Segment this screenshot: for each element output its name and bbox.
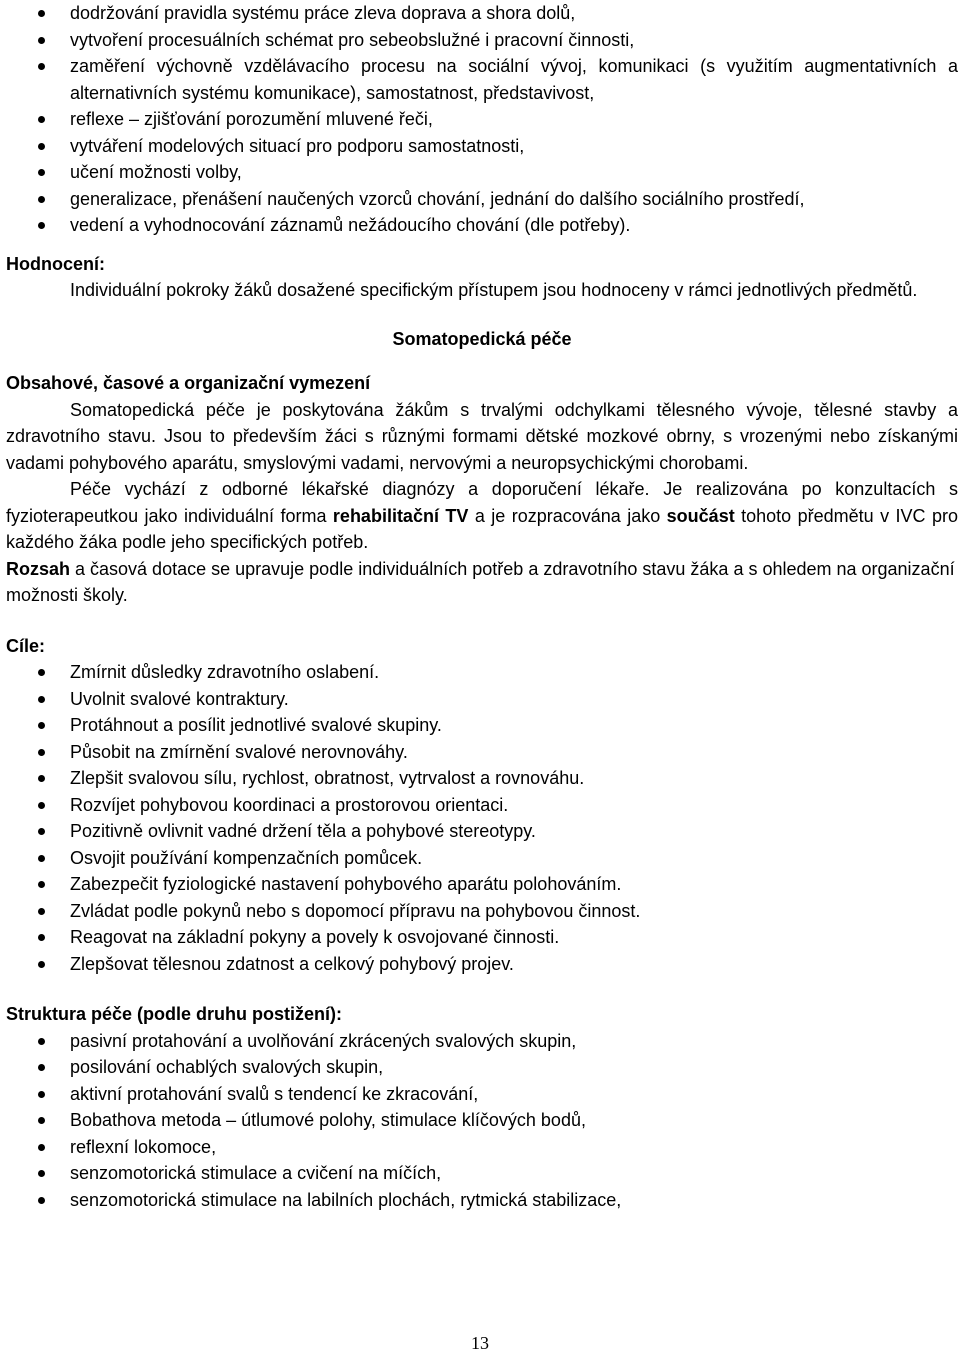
- structure-list: [6, 1028, 958, 1214]
- list-item: vytváření modelových situací pro podporu samostatnosti,: [6, 133, 958, 160]
- scope-paragraph-1: Somatopedická péče je poskytována žákům s trvalými odchylkami tělesného vývoje, tělesné stavby a zdravotního stavu. Jsou to především žáci s různými formami dětské mozkové obrny, s vrozenými nebo získanými vadami pohybového aparátu, smyslovými vadami, nervovými a neuropsychickými chorobami.: [6, 399, 958, 473]
- emphasis-part: součást: [666, 505, 735, 526]
- list-item: Zlepšovat tělesnou zdatnost a celkový pohybový projev.: [6, 951, 958, 978]
- list-item: Působit na zmírnění svalové nerovnováhy.: [6, 739, 958, 766]
- top-bullet-list: [6, 0, 958, 239]
- list-item: Rozvíjet pohybovou koordinaci a prostorovou orientaci.: [6, 792, 958, 819]
- page-number: 13: [471, 1333, 489, 1353]
- list-item: Pozitivně ovlivnit vadné držení těla a pohybové stereotypy.: [6, 818, 958, 845]
- list-item: senzomotorická stimulace na labilních plochách, rytmická stabilizace,: [6, 1187, 958, 1214]
- list-item: vedení a vyhodnocování záznamů nežádoucího chování (dle potřeby).: [6, 212, 958, 239]
- list-item: Zmírnit důsledky zdravotního oslabení.: [6, 659, 958, 686]
- scope-heading: Obsahové, časové a organizační vymezení: [6, 373, 371, 393]
- evaluation-heading: Hodnocení:: [6, 253, 105, 274]
- list-item: Zabezpečit fyziologické nastavení pohybového aparátu polohováním.: [6, 871, 958, 898]
- list-item: senzomotorická stimulace a cvičení na míčích,: [6, 1160, 958, 1187]
- evaluation-text: Individuální pokroky žáků dosažené specifickým přístupem jsou hodnoceny v rámci jednotlivých předmětů.: [70, 280, 918, 300]
- scope-paragraph-2: Péče vychází z odborné lékařské diagnózy a doporučení lékaře. Je realizována po konzultacích s fyzioterapeutkou jako individuální forma rehabilitační TV a je rozpracována jako součást tohoto předmětu v IVC pro každého žáka podle jeho specifických potřeb.: [6, 479, 958, 552]
- list-item: učení možnosti volby,: [6, 159, 958, 186]
- list-item: vytvoření procesuálních schémat pro sebeobslužné i pracovní činnosti,: [6, 27, 958, 54]
- scope-paragraph-3: Rozsah a časová dotace se upravuje podle individuálních potřeb a zdravotního stavu žáka a s ohledem na organizační možnosti školy.: [6, 558, 955, 605]
- list-item: reflexní lokomoce,: [6, 1134, 958, 1161]
- list-item: Osvojit používání kompenzačních pomůcek.: [6, 845, 958, 872]
- list-item: generalizace, přenášení naučených vzorců chování, jednání do dalšího sociálního prostředí,: [6, 186, 958, 213]
- goals-list: [6, 659, 958, 977]
- list-item: Uvolnit svalové kontraktury.: [6, 686, 958, 713]
- list-item: posilování ochablých svalových skupin,: [6, 1054, 958, 1081]
- list-item: reflexe – zjišťování porozumění mluvené řeči,: [6, 106, 958, 133]
- list-item: Bobathova metoda – útlumové polohy, stimulace klíčových bodů,: [6, 1107, 958, 1134]
- list-item: zaměření výchovně vzdělávacího procesu na sociální vývoj, komunikaci (s využitím augmentativních a alternativních systému komunikace), samostatnost, představivost,: [6, 53, 958, 106]
- emphasis-rehab: rehabilitační TV: [332, 505, 469, 526]
- structure-heading: Struktura péče (podle druhu postižení):: [6, 1004, 343, 1024]
- list-item: dodržování pravidla systému práce zleva doprava a shora dolů,: [6, 0, 958, 27]
- list-item: Reagovat na základní pokyny a povely k osvojované činnosti.: [6, 924, 958, 951]
- list-item: Protáhnout a posílit jednotlivé svalové skupiny.: [6, 712, 958, 739]
- emphasis-range: Rozsah: [6, 558, 71, 579]
- list-item: aktivní protahování svalů s tendencí ke zkracování,: [6, 1081, 958, 1108]
- section-title: Somatopedická péče: [392, 328, 572, 349]
- goals-heading: Cíle:: [6, 635, 46, 656]
- document-page: [6, 0, 958, 1213]
- list-item: pasivní protahování a uvolňování zkrácených svalových skupin,: [6, 1028, 958, 1055]
- list-item: Zlepšit svalovou sílu, rychlost, obratnost, vytrvalost a rovnováhu.: [6, 765, 958, 792]
- list-item: Zvládat podle pokynů nebo s dopomocí přípravu na pohybovou činnost.: [6, 898, 958, 925]
